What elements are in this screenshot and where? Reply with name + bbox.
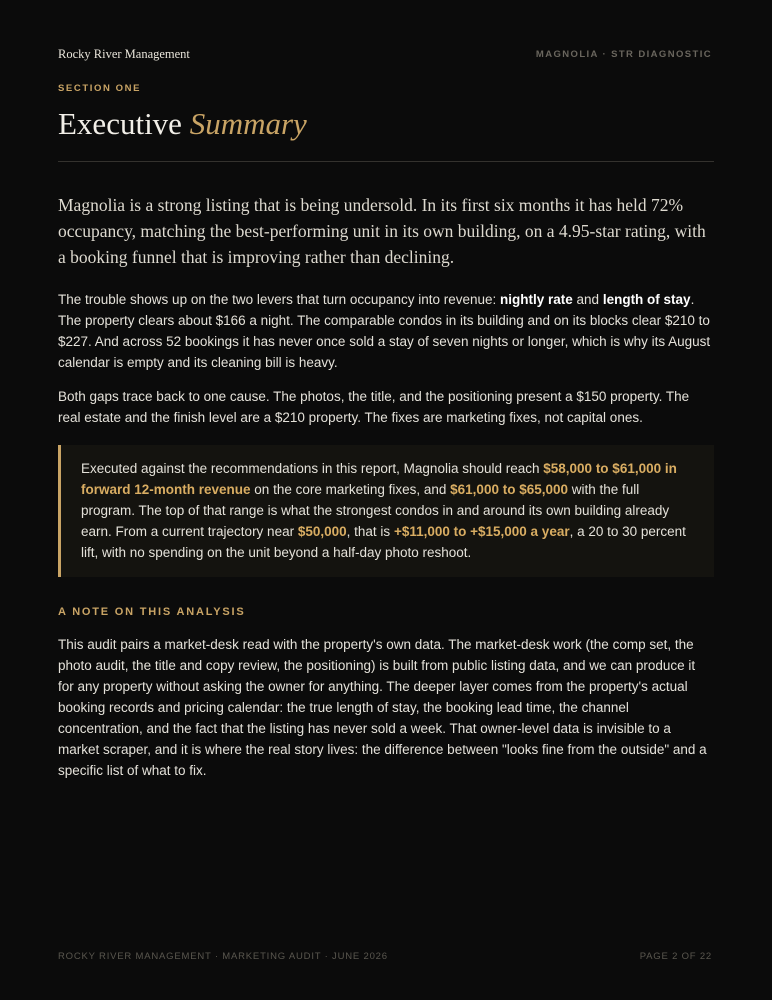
callout-span: , a 20 to 30 percent lift, with no spending on the unit beyond a half-day photo reshoot.	[81, 524, 686, 560]
title-accent: Summary	[189, 106, 307, 141]
callout-span: , that is	[346, 524, 394, 539]
para1-bold-stay: length of stay	[602, 292, 691, 307]
callout-highlight: $58,000 to $61,000 in forward 12-month revenue	[81, 461, 677, 497]
footer-left: ROCKY RIVER MANAGEMENT · MARKETING AUDIT · JUNE 2026	[58, 951, 388, 962]
callout-highlight: +$11,000 to +$15,000 a year	[393, 524, 570, 539]
page-title	[58, 106, 307, 142]
lead-paragraph: Magnolia is a strong listing that is being undersold. In its first six months it has held 72% occupancy, matching the best-performing unit in its own building, on a 4.95-star rating, with a booking funnel that is improving rather than declining.	[58, 195, 706, 267]
page-footer	[58, 951, 712, 962]
body-paragraph-1	[58, 289, 712, 373]
page-number: PAGE 2 OF 22	[639, 951, 712, 962]
para1-text: and	[572, 292, 603, 307]
page-header	[58, 47, 712, 62]
para1-bold-rate: nightly rate	[500, 292, 573, 307]
callout-text	[81, 458, 692, 563]
title-divider	[58, 161, 714, 162]
revenue-callout	[58, 445, 714, 577]
note-heading: A NOTE ON THIS ANALYSIS	[58, 606, 246, 618]
callout-highlight: $61,000 to $65,000	[450, 482, 568, 497]
title-plain: Executive	[58, 106, 182, 141]
brand-name: Rocky River Management	[58, 47, 190, 61]
callout-span: Executed against the recommendations in this report, Magnolia should reach	[81, 461, 544, 476]
callout-span: with the full program. The top of that range is what the strongest condos in and around its own building already earn. From a current trajectory near	[81, 482, 670, 539]
para1-text: The trouble shows up on the two levers that turn occupancy into revenue:	[58, 292, 501, 307]
body-paragraph-2: Both gaps trace back to one cause. The photos, the title, and the positioning present a $150 property. The real estate and the finish level are a $210 property. The fixes are marketing fixes, not capital ones.	[58, 389, 690, 425]
section-label: SECTION ONE	[58, 83, 142, 94]
callout-highlight: $50,000	[297, 524, 347, 539]
note-paragraph: This audit pairs a market-desk read with the property's own data. The market-desk work (the comp set, the photo audit, the title and copy review, the positioning) is built from public listing data, and we can produce it for any property without asking the owner for anything. The deeper layer comes from the property's actual booking records and pricing calendar: the true length of stay, the booking lead time, the channel concentration, and the fact that the listing has never sold a week. That owner-level data is invisible to a market scraper, and it is where the real story lives: the difference between "looks fine from the outside" and a specific list of what to fix.	[58, 637, 707, 778]
para1-text: . The property clears about $166 a night. The comparable condos in its building and on its blocks clear $210 to $227. And across 52 bookings it has never once sold a stay of seven nights or longer, which is why its August calendar is empty and its cleaning bill is heavy.	[58, 292, 711, 370]
document-tag: MAGNOLIA · STR DIAGNOSTIC	[535, 49, 712, 60]
callout-span: on the core marketing fixes, and	[250, 482, 451, 497]
